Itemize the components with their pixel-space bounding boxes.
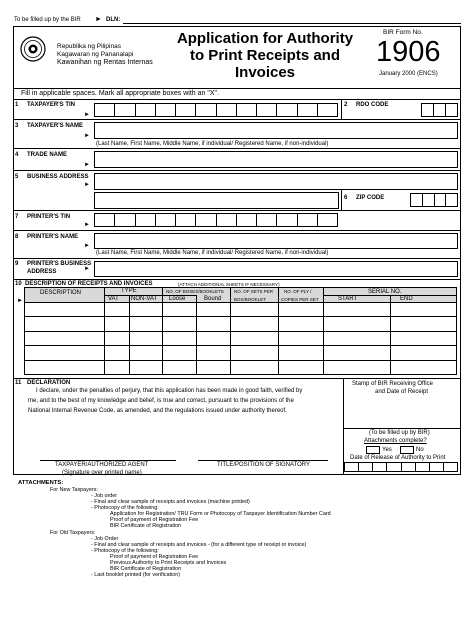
form-label: BIR Form No. [383, 29, 423, 36]
old-attachment-item: Previous Authority to Print Receipts and Invoices [110, 560, 227, 566]
signatory-label: TAXPAYER/AUTHORIZED AGENT [55, 462, 149, 468]
declaration-label: DECLARATION [27, 380, 71, 386]
old-taxpayers-head: For Old Taxpayers: [50, 530, 96, 536]
old-attachment-item: - Final and clear sample of receipts and invoices - (for a different type of receipt or invoice) [91, 542, 307, 548]
col-end: END [400, 296, 413, 302]
title-position-label: TITLE/POSITION OF SIGNATORY [217, 462, 311, 468]
arrow-right-icon: ► [95, 16, 102, 23]
arrow-right-icon: ► [17, 298, 23, 304]
col-start: START [338, 296, 358, 302]
rdo-code-input[interactable] [421, 103, 458, 117]
zip-code-input[interactable] [410, 193, 458, 207]
col-boxes: NO. OF BOXES/BOOKLETS [166, 289, 224, 294]
new-attachment-item: - Photocopy of the following: [91, 505, 159, 511]
col-type: TYPE [121, 288, 137, 294]
release-date-label: Date of Release of Authority to Print [350, 455, 446, 461]
new-attachment-item: - Job order [91, 493, 118, 499]
taxpayer-name-input[interactable] [94, 122, 458, 139]
old-attachment-item: - Last booklet printed (for verification) [91, 572, 180, 578]
signature-hint: (Signature over printed name) [62, 470, 142, 476]
dln-label: DLN: [106, 17, 121, 23]
business-address-input-2[interactable] [94, 192, 339, 209]
printer-name-input[interactable] [94, 233, 458, 249]
signature-line[interactable] [40, 460, 176, 461]
new-attachment-item: Proof of payment of Registration Fee [110, 517, 199, 523]
col-serial: SERIAL NO. [368, 289, 402, 295]
no-label: No [416, 447, 424, 453]
agency-line-1: Republika ng Pilipinas [57, 43, 121, 50]
declaration-line-2: me, and to the best of my knowledge and belief, is true and correct, pursuant to the provisions of the [28, 398, 294, 404]
zip-code-label: ZIP CODE [356, 195, 385, 201]
filed-by-note: To be filled up by the BIR [14, 17, 81, 23]
col-vat: VAT [108, 296, 119, 302]
table-note: (ATTACH ADDITIONAL SHEETS IF NECESSARY) [178, 282, 280, 287]
col-ply: NO. OF PLY / [284, 289, 312, 294]
printer-name-label: PRINTER'S NAME [27, 234, 79, 240]
table-title: DESCRIPTION OF RECEIPTS AND INVOICES [25, 281, 153, 287]
instruction-text: Fill in applicable spaces. Mark all appropriate boxes with an "X". [21, 90, 219, 97]
new-attachment-item: - Final and clear sample of receipts and invoices (machine printed) [91, 499, 250, 505]
bir-seal-icon [20, 36, 46, 62]
printer-name-hint: (Last Name, First Name, Middle Name, if individual/ Registered Name, if non-individual) [96, 250, 329, 256]
printer-address-input[interactable] [94, 261, 458, 277]
old-attachment-item: - Job Order [91, 536, 119, 542]
business-address-label: BUSINESS ADDRESS [27, 174, 89, 180]
old-attachment-item: BIR Certificate of Registration [110, 566, 182, 572]
new-attachment-item: Application for Registration/ TRU Form or Photocopy of Taxpayer Identification Number Card [110, 511, 331, 517]
arrow-right-icon: ► [84, 222, 90, 228]
title-line[interactable] [198, 460, 328, 461]
arrow-right-icon: ► [84, 243, 90, 249]
arrow-right-icon: ► [84, 162, 90, 168]
arrow-right-icon: ► [84, 182, 90, 188]
trade-name-label: TRADE NAME [27, 152, 67, 158]
new-taxpayers-head: For New Taxpayers: [50, 487, 98, 493]
form-title: Application for Authority to Print Receipts and Invoices [176, 30, 354, 81]
printer-tin-label: PRINTER'S TIN [27, 214, 71, 220]
col-nonvat: NON-VAT [131, 296, 158, 302]
bir-filled-note: (To be filled up by BIR) [369, 430, 430, 436]
printer-address-label: PRINTER'S BUSINESS [27, 261, 92, 267]
taxpayer-tin-input[interactable] [94, 103, 338, 117]
stamp-label: Stamp of BIR Receiving Office [352, 381, 433, 387]
form-date: January 2000 (ENCS) [379, 71, 438, 77]
no-checkbox[interactable] [400, 446, 414, 454]
col-loose: Loose [169, 296, 186, 302]
old-attachment-item: Proof of payment of Registration Fee [110, 554, 199, 560]
new-attachment-item: BIR Certificate of Registration [110, 523, 182, 529]
release-date-input[interactable] [344, 462, 458, 472]
col-sets: NO. OF SETS PER [234, 289, 274, 294]
rdo-code-label: RDO CODE [356, 102, 389, 108]
yes-label: Yes [382, 447, 392, 453]
old-attachment-item: - Photocopy of the following: [91, 548, 159, 554]
taxpayer-tin-label: TAXPAYER'S TIN [27, 102, 75, 108]
arrow-right-icon: ► [84, 133, 90, 139]
col-bound: Bound [204, 296, 222, 302]
taxpayer-name-hint: (Last Name, First Name, Middle Name, if individual/ Registered Name, if non-individual) [96, 141, 329, 147]
declaration-line-3: National Internal Revenue Code, as amended, and the regulations issued under authority thereof. [28, 408, 287, 414]
agency-line-2: Kagawaran ng Pananalapi [57, 51, 134, 58]
agency-line-3: Kawanihan ng Rentas Internas [57, 59, 153, 66]
yes-checkbox[interactable] [366, 446, 380, 454]
arrow-right-icon: ► [84, 266, 90, 272]
declaration-line-1: I declare, under the penalties of perjury, that this application has been made in good faith, verified by [36, 388, 303, 394]
business-address-input-1[interactable] [94, 173, 458, 190]
form-number: 1906 [376, 36, 441, 68]
col-description: DESCRIPTION [40, 290, 82, 296]
attachments-title: ATTACHMENTS: [18, 480, 64, 486]
trade-name-input[interactable] [94, 151, 458, 168]
taxpayer-name-label: TAXPAYER'S NAME [27, 123, 83, 129]
printer-tin-input[interactable] [94, 213, 338, 227]
arrow-right-icon: ► [84, 112, 90, 118]
attachments-complete-label: Attachments complete? [364, 438, 427, 444]
